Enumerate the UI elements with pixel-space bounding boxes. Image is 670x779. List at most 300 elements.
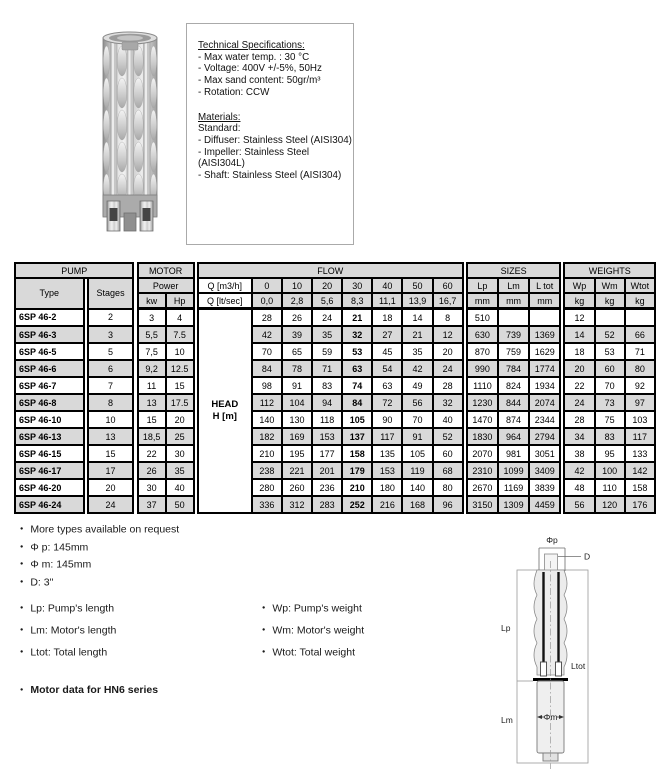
flow-value-cell: 26 (282, 309, 312, 327)
flow-value-cell: 140 (252, 411, 282, 428)
weight-value-cell: 48 (564, 479, 594, 496)
weight-value-cell: 158 (625, 479, 655, 496)
notes-weights (262, 598, 364, 664)
flow-value-cell: 49 (402, 377, 432, 394)
size-value-cell: 1830 (467, 428, 498, 445)
size-value-cell: 4459 (529, 496, 560, 513)
note-item: ● Lp: Pump's length (20, 598, 116, 620)
table-group-header-row (15, 263, 655, 278)
unit-mm: mm (529, 293, 560, 309)
column-gap (194, 445, 198, 462)
spec-box (186, 23, 354, 245)
weight-value-cell: 18 (564, 343, 594, 360)
weight-value-cell: 24 (564, 394, 594, 411)
flow-value-cell: 210 (252, 445, 282, 462)
flow-col-subheader: 8,3 (342, 293, 372, 309)
flow-value-cell: 180 (372, 479, 402, 496)
flow-value-cell: 118 (312, 411, 342, 428)
flow-value-cell: 221 (282, 462, 312, 479)
diagram-label-phi-p: Φp (546, 535, 558, 545)
column-gap (194, 496, 198, 513)
kw-cell: 15 (138, 411, 166, 428)
flow-value-cell: 28 (433, 377, 463, 394)
flow-value-cell: 72 (372, 394, 402, 411)
flow-value-cell: 98 (252, 377, 282, 394)
flow-value-cell: 56 (402, 394, 432, 411)
flow-value-cell: 91 (282, 377, 312, 394)
hp-cell: 12.5 (166, 360, 194, 377)
flow-value-cell: 137 (342, 428, 372, 445)
col-header-power: Power (138, 278, 194, 293)
flow-value-cell: 74 (342, 377, 372, 394)
weight-value-cell: 117 (625, 428, 655, 445)
table-row (15, 445, 655, 462)
pump-dimension-diagram (495, 503, 665, 779)
unit-kg: kg (625, 293, 655, 309)
col-header-stages: Stages (88, 278, 134, 309)
pump-type-cell: 6SP 46-5 (15, 343, 84, 360)
tech-spec-item: - Rotation: CCW (198, 86, 270, 98)
weight-value-cell: 71 (625, 343, 655, 360)
unit-mm: mm (467, 293, 498, 309)
hp-cell: 17.5 (166, 394, 194, 411)
size-value-cell: 510 (467, 309, 498, 327)
flow-value-cell: 96 (433, 496, 463, 513)
notes-top (20, 521, 179, 591)
head-label-cell: HEAD H [m] (198, 309, 252, 514)
table-row (15, 360, 655, 377)
column-gap (194, 394, 198, 411)
weight-value-cell: 56 (564, 496, 594, 513)
group-header-weights: WEIGHTS (564, 263, 655, 278)
flow-value-cell: 21 (402, 326, 432, 343)
flow-value-cell: 32 (433, 394, 463, 411)
flow-value-cell: 158 (342, 445, 372, 462)
weight-value-cell: 95 (595, 445, 625, 462)
stages-cell: 6 (88, 360, 134, 377)
flow-value-cell: 283 (312, 496, 342, 513)
flow-col-subheader: 11,1 (372, 293, 402, 309)
weight-value-cell: 22 (564, 377, 594, 394)
kw-cell: 18,5 (138, 428, 166, 445)
stages-cell: 24 (88, 496, 134, 513)
size-value-cell: 739 (498, 326, 529, 343)
flow-value-cell: 168 (402, 496, 432, 513)
stages-cell: 3 (88, 326, 134, 343)
flow-col-header: 10 (282, 278, 312, 293)
pump-photo (75, 27, 185, 235)
pump-type-cell: 6SP 46-24 (15, 496, 84, 513)
flow-col-header: 20 (312, 278, 342, 293)
kw-cell: 11 (138, 377, 166, 394)
flow-value-cell: 71 (312, 360, 342, 377)
flow-value-cell: 130 (282, 411, 312, 428)
diagram-label-lm: Lm (501, 715, 513, 725)
motor-data-note: ● Motor data for HN6 series (20, 684, 158, 696)
size-value-cell: 870 (467, 343, 498, 360)
flow-value-cell: 104 (282, 394, 312, 411)
weight-value-cell: 12 (564, 309, 594, 327)
size-value-cell: 1110 (467, 377, 498, 394)
stages-cell: 20 (88, 479, 134, 496)
size-value-cell: 874 (498, 411, 529, 428)
flow-value-cell: 312 (282, 496, 312, 513)
stages-cell: 2 (88, 309, 134, 327)
stages-cell: 17 (88, 462, 134, 479)
size-value-cell: 844 (498, 394, 529, 411)
flow-value-cell: 40 (433, 411, 463, 428)
materials-title: Materials: (198, 111, 241, 123)
stages-cell: 15 (88, 445, 134, 462)
flow-value-cell: 182 (252, 428, 282, 445)
size-value-cell: 3839 (529, 479, 560, 496)
pump-type-cell: 6SP 46-13 (15, 428, 84, 445)
hp-cell: 20 (166, 411, 194, 428)
col-header-wp: Wp (564, 278, 594, 293)
flow-col-header: 30 (342, 278, 372, 293)
size-value-cell: 759 (498, 343, 529, 360)
flow-value-cell: 80 (433, 479, 463, 496)
flow-col-subheader: 5,6 (312, 293, 342, 309)
kw-cell: 9,2 (138, 360, 166, 377)
weight-value-cell: 110 (595, 479, 625, 496)
table-row (15, 462, 655, 479)
weight-value-cell: 142 (625, 462, 655, 479)
col-header-q-m3h: Q [m3/h] (198, 278, 252, 293)
column-gap (194, 462, 198, 479)
size-value-cell: 784 (498, 360, 529, 377)
flow-value-cell: 12 (433, 326, 463, 343)
size-value-cell: 3409 (529, 462, 560, 479)
size-value-cell: 990 (467, 360, 498, 377)
column-gap (194, 360, 198, 377)
col-header-lm: Lm (498, 278, 529, 293)
table-row (15, 326, 655, 343)
material-item: - Impeller: Stainless Steel (AISI304L) (198, 146, 310, 170)
flow-value-cell: 45 (372, 343, 402, 360)
group-header-sizes: SIZES (467, 263, 560, 278)
material-item: - Diffuser: Stainless Steel (AISI304) (198, 134, 352, 146)
flow-value-cell: 42 (252, 326, 282, 343)
weight-value-cell: 73 (595, 394, 625, 411)
tech-spec-item: - Max sand content: 50gr/m³ (198, 75, 321, 87)
kw-cell: 37 (138, 496, 166, 513)
flow-value-cell: 216 (372, 496, 402, 513)
kw-cell: 3 (138, 309, 166, 327)
flow-value-cell: 105 (402, 445, 432, 462)
flow-value-cell: 153 (312, 428, 342, 445)
flow-value-cell: 39 (282, 326, 312, 343)
size-value-cell: 1470 (467, 411, 498, 428)
pump-type-cell: 6SP 46-15 (15, 445, 84, 462)
weight-value-cell: 70 (595, 377, 625, 394)
size-value-cell (498, 309, 529, 327)
kw-cell: 5,5 (138, 326, 166, 343)
pump-type-cell: 6SP 46-17 (15, 462, 84, 479)
hp-cell: 15 (166, 377, 194, 394)
col-header-hp: Hp (166, 293, 194, 309)
materials-subtitle: Standard: (198, 123, 241, 135)
weight-value-cell (595, 309, 625, 327)
flow-value-cell: 53 (342, 343, 372, 360)
column-gap (194, 326, 198, 343)
flow-value-cell: 177 (312, 445, 342, 462)
kw-cell: 22 (138, 445, 166, 462)
unit-mm: mm (498, 293, 529, 309)
flow-value-cell: 210 (342, 479, 372, 496)
weight-value-cell: 80 (625, 360, 655, 377)
weight-value-cell: 133 (625, 445, 655, 462)
column-gap (194, 428, 198, 445)
column-gap (194, 479, 198, 496)
table-row (15, 309, 655, 327)
pump-type-cell: 6SP 46-10 (15, 411, 84, 428)
weight-value-cell (625, 309, 655, 327)
flow-value-cell: 105 (342, 411, 372, 428)
flow-value-cell: 117 (372, 428, 402, 445)
flow-value-cell: 169 (282, 428, 312, 445)
flow-value-cell: 119 (402, 462, 432, 479)
weight-value-cell: 28 (564, 411, 594, 428)
pump-type-cell: 6SP 46-7 (15, 377, 84, 394)
hp-cell: 4 (166, 309, 194, 327)
hp-cell: 7.5 (166, 326, 194, 343)
hp-cell: 10 (166, 343, 194, 360)
diagram-label-d: D (584, 551, 591, 562)
flow-value-cell: 238 (252, 462, 282, 479)
weight-value-cell: 75 (595, 411, 625, 428)
size-value-cell: 964 (498, 428, 529, 445)
group-header-pump: PUMP (15, 263, 133, 278)
weight-value-cell: 42 (564, 462, 594, 479)
pump-type-cell: 6SP 46-8 (15, 394, 84, 411)
size-value-cell: 2344 (529, 411, 560, 428)
flow-value-cell: 252 (342, 496, 372, 513)
flow-value-cell: 84 (342, 394, 372, 411)
flow-value-cell: 70 (252, 343, 282, 360)
weight-value-cell: 66 (625, 326, 655, 343)
flow-value-cell: 78 (282, 360, 312, 377)
pump-type-cell: 6SP 46-2 (15, 309, 84, 327)
table-header-row-2 (15, 278, 655, 293)
weight-value-cell: 120 (595, 496, 625, 513)
size-value-cell: 2670 (467, 479, 498, 496)
pump-data-table (14, 262, 656, 514)
weight-value-cell: 97 (625, 394, 655, 411)
flow-value-cell: 140 (402, 479, 432, 496)
kw-cell: 30 (138, 479, 166, 496)
size-value-cell: 1230 (467, 394, 498, 411)
size-value-cell: 2310 (467, 462, 498, 479)
note-item: ● Ltot: Total length (20, 642, 116, 664)
table-row (15, 394, 655, 411)
size-value-cell: 1629 (529, 343, 560, 360)
table-row (15, 343, 655, 360)
note-item: ● Φ m: 145mm (20, 556, 179, 574)
size-value-cell: 2074 (529, 394, 560, 411)
unit-kg: kg (595, 293, 625, 309)
size-value-cell: 1774 (529, 360, 560, 377)
pump-type-cell: 6SP 46-6 (15, 360, 84, 377)
tech-specs-title: Technical Specifications: (198, 40, 305, 51)
flow-value-cell: 63 (342, 360, 372, 377)
flow-value-cell: 135 (372, 445, 402, 462)
weight-value-cell: 103 (625, 411, 655, 428)
weight-value-cell: 38 (564, 445, 594, 462)
kw-cell: 7,5 (138, 343, 166, 360)
col-header-lp: Lp (467, 278, 498, 293)
flow-value-cell: 18 (372, 309, 402, 327)
stages-cell: 10 (88, 411, 134, 428)
diagram-label-lp: Lp (501, 623, 511, 633)
col-header-kw: kw (138, 293, 166, 309)
flow-value-cell: 260 (282, 479, 312, 496)
stages-cell: 7 (88, 377, 134, 394)
note-item: ● Φ p: 145mm (20, 539, 179, 557)
notes-lengths (20, 598, 116, 664)
hp-cell: 35 (166, 462, 194, 479)
size-value-cell: 3051 (529, 445, 560, 462)
size-value-cell: 2070 (467, 445, 498, 462)
weight-value-cell: 92 (625, 377, 655, 394)
tech-spec-item: - Voltage: 400V +/-5%, 50Hz (198, 63, 322, 75)
flow-value-cell: 24 (433, 360, 463, 377)
weight-value-cell: 176 (625, 496, 655, 513)
pump-base (103, 195, 157, 231)
column-gap (194, 343, 198, 360)
flow-value-cell: 90 (372, 411, 402, 428)
group-header-flow: FLOW (198, 263, 463, 278)
flow-col-subheader: 13,9 (402, 293, 432, 309)
kw-cell: 13 (138, 394, 166, 411)
flow-value-cell: 27 (372, 326, 402, 343)
hp-cell: 50 (166, 496, 194, 513)
flow-col-header: 50 (402, 278, 432, 293)
weight-value-cell: 52 (595, 326, 625, 343)
flow-value-cell: 52 (433, 428, 463, 445)
flow-value-cell: 42 (402, 360, 432, 377)
diagram-label-phi-m: Φm (543, 712, 558, 722)
flow-value-cell: 68 (433, 462, 463, 479)
diagram-label-ltot: Ltot (571, 661, 586, 671)
pump-type-cell: 6SP 46-3 (15, 326, 84, 343)
flow-value-cell: 65 (282, 343, 312, 360)
flow-value-cell: 54 (372, 360, 402, 377)
flow-value-cell: 336 (252, 496, 282, 513)
flow-col-subheader: 2,8 (282, 293, 312, 309)
size-value-cell: 1309 (498, 496, 529, 513)
note-item: ● Lm: Motor's length (20, 620, 116, 642)
size-value-cell: 1099 (498, 462, 529, 479)
weight-value-cell: 60 (595, 360, 625, 377)
pump-type-cell: 6SP 46-20 (15, 479, 84, 496)
flow-value-cell: 60 (433, 445, 463, 462)
pump-ribs (111, 40, 151, 202)
size-value-cell (529, 309, 560, 327)
flow-value-cell: 83 (312, 377, 342, 394)
weight-value-cell: 34 (564, 428, 594, 445)
flow-value-cell: 179 (342, 462, 372, 479)
weight-value-cell: 14 (564, 326, 594, 343)
note-item: ● D: 3" (20, 574, 179, 592)
col-header-q-ltsec: Q [lt/sec] (198, 293, 252, 309)
size-value-cell: 1169 (498, 479, 529, 496)
flow-value-cell: 112 (252, 394, 282, 411)
flow-value-cell: 35 (312, 326, 342, 343)
stages-cell: 13 (88, 428, 134, 445)
material-item: - Shaft: Stainless Steel (AISI304) (198, 170, 342, 182)
weight-value-cell: 20 (564, 360, 594, 377)
note-item: ● Wtot: Total weight (262, 642, 364, 664)
note-item: ● Wm: Motor's weight (262, 620, 364, 642)
col-header-type: Type (15, 278, 84, 309)
hp-cell: 25 (166, 428, 194, 445)
column-gap (194, 411, 198, 428)
weight-value-cell: 100 (595, 462, 625, 479)
table-row (15, 411, 655, 428)
col-header-wtot: Wtot (625, 278, 655, 293)
kw-cell: 26 (138, 462, 166, 479)
hp-cell: 30 (166, 445, 194, 462)
table-row (15, 377, 655, 394)
column-gap (194, 377, 198, 394)
flow-col-header: 40 (372, 278, 402, 293)
flow-value-cell: 24 (312, 309, 342, 327)
group-header-motor: MOTOR (138, 263, 194, 278)
col-header-wm: Wm (595, 278, 625, 293)
table-row (15, 479, 655, 496)
flow-value-cell: 280 (252, 479, 282, 496)
weight-value-cell: 53 (595, 343, 625, 360)
note-item: ● More types available on request (20, 521, 179, 539)
pump-table-body (15, 309, 655, 514)
flow-value-cell: 20 (433, 343, 463, 360)
size-value-cell: 630 (467, 326, 498, 343)
unit-kg: kg (564, 293, 594, 309)
flow-value-cell: 153 (372, 462, 402, 479)
flow-value-cell: 84 (252, 360, 282, 377)
flow-value-cell: 8 (433, 309, 463, 327)
stages-cell: 8 (88, 394, 134, 411)
flow-value-cell: 21 (342, 309, 372, 327)
flow-value-cell: 94 (312, 394, 342, 411)
size-value-cell: 824 (498, 377, 529, 394)
tech-spec-item: - Max water temp. : 30 °C (198, 51, 310, 63)
table-row (15, 428, 655, 445)
col-header-ltot: L tot (529, 278, 560, 293)
size-value-cell: 3150 (467, 496, 498, 513)
flow-col-header: 0 (252, 278, 282, 293)
size-value-cell: 1369 (529, 326, 560, 343)
flow-value-cell: 91 (402, 428, 432, 445)
flow-col-header: 60 (433, 278, 463, 293)
size-value-cell: 2794 (529, 428, 560, 445)
flow-value-cell: 195 (282, 445, 312, 462)
size-value-cell: 981 (498, 445, 529, 462)
flow-value-cell: 59 (312, 343, 342, 360)
flow-value-cell: 28 (252, 309, 282, 327)
flow-col-subheader: 0,0 (252, 293, 282, 309)
flow-value-cell: 70 (402, 411, 432, 428)
stages-cell: 5 (88, 343, 134, 360)
note-item: ● Wp: Pump's weight (262, 598, 364, 620)
flow-value-cell: 32 (342, 326, 372, 343)
size-value-cell: 1934 (529, 377, 560, 394)
flow-value-cell: 236 (312, 479, 342, 496)
flow-col-subheader: 16,7 (433, 293, 463, 309)
flow-value-cell: 35 (402, 343, 432, 360)
flow-value-cell: 63 (372, 377, 402, 394)
